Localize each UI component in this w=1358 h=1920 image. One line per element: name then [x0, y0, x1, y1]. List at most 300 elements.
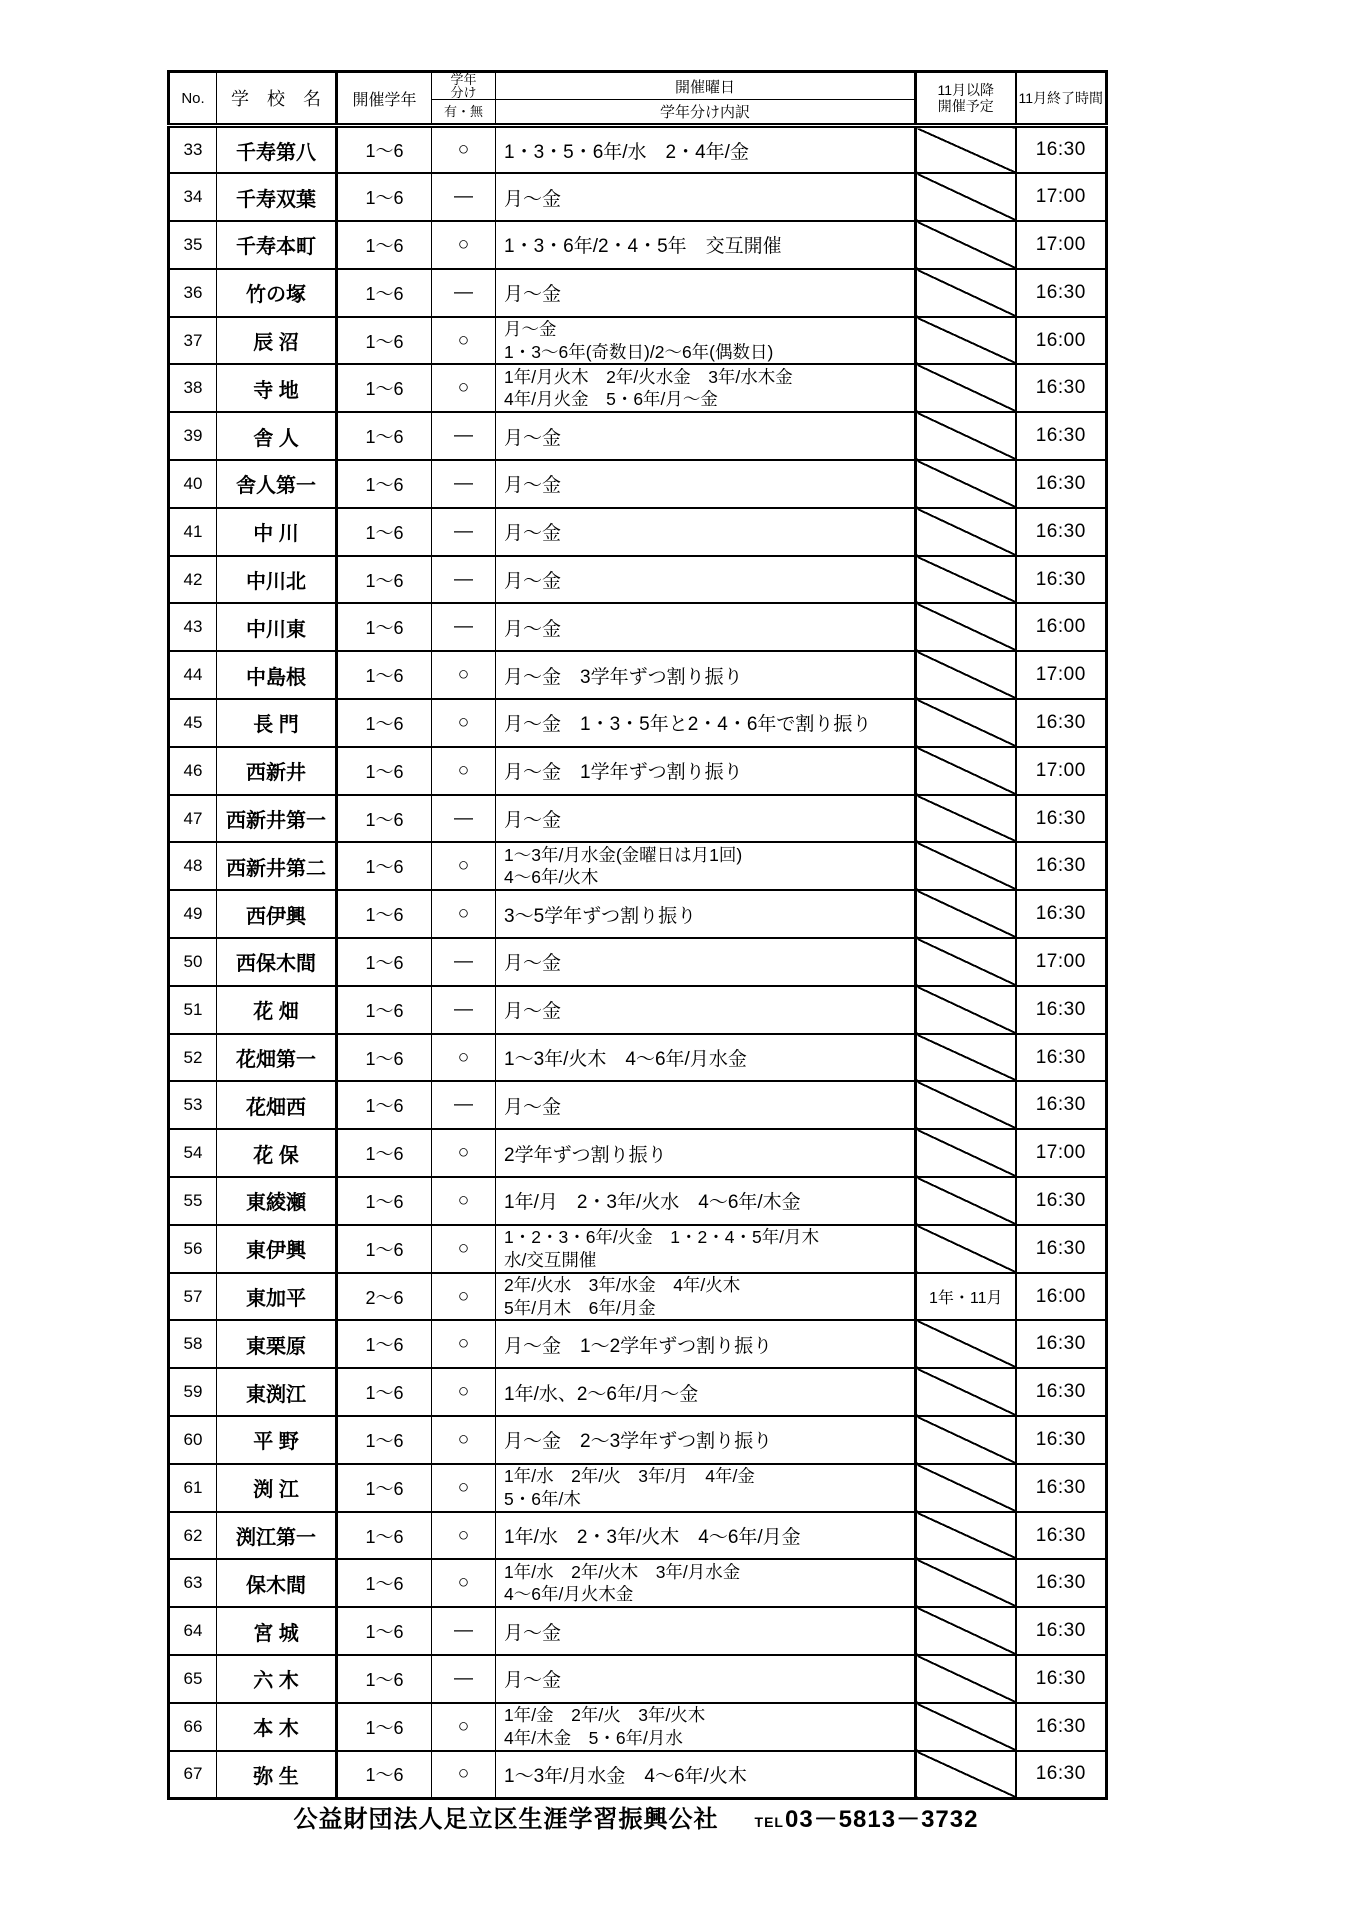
row-end-time: 17:00: [1016, 173, 1107, 221]
table-row: [169, 317, 1107, 365]
row-school-name: 渕江第一: [217, 1512, 337, 1560]
table-row: [169, 795, 1107, 843]
row-end-time: 16:30: [1016, 460, 1107, 508]
table-row: [169, 1273, 1107, 1321]
row-grade-split-flag: ―: [432, 795, 496, 843]
row-end-time: 16:00: [1016, 603, 1107, 651]
schedule-line: 月～金: [504, 953, 562, 975]
row-grades: 1～6: [337, 747, 432, 795]
row-end-time: 16:30: [1016, 795, 1107, 843]
row-grades: 1～6: [337, 1368, 432, 1416]
row-schedule: [496, 460, 916, 508]
row-schedule: [496, 1512, 916, 1560]
row-grade-split-flag: ―: [432, 269, 496, 317]
row-no: 54: [169, 1129, 217, 1177]
row-end-time: 16:30: [1016, 126, 1107, 174]
row-school-name: 宮 城: [217, 1607, 337, 1655]
row-grade-split-flag: ○: [432, 651, 496, 699]
row-grades: 1～6: [337, 173, 432, 221]
row-schedule: [496, 842, 916, 890]
row-school-name: 舎 人: [217, 412, 337, 460]
row-schedule: [496, 1081, 916, 1129]
row-no: 47: [169, 795, 217, 843]
schedule-line: 月～金 2～3学年ずつ割り振り: [504, 1431, 773, 1453]
row-no: 39: [169, 412, 217, 460]
row-school-name: 舎人第一: [217, 460, 337, 508]
row-grades: 1～6: [337, 1225, 432, 1273]
row-grades: 1～6: [337, 1177, 432, 1225]
row-nov-plan: [916, 126, 1016, 174]
row-grade-split-flag: ―: [432, 603, 496, 651]
row-school-name: 寺 地: [217, 364, 337, 412]
row-schedule: [496, 890, 916, 938]
row-nov-plan: [916, 986, 1016, 1034]
table-row: [169, 1368, 1107, 1416]
row-schedule: [496, 747, 916, 795]
row-grade-split-flag: ○: [432, 1225, 496, 1273]
row-grade-split-flag: ―: [432, 1607, 496, 1655]
row-nov-plan: [916, 1320, 1016, 1368]
row-grades: 1～6: [337, 1559, 432, 1607]
row-grades: 1～6: [337, 269, 432, 317]
row-schedule: [496, 269, 916, 317]
schedule-line: 月～金: [504, 1622, 562, 1644]
row-grades: 1～6: [337, 364, 432, 412]
row-end-time: 16:30: [1016, 1320, 1107, 1368]
row-schedule: [496, 1464, 916, 1512]
row-nov-plan: [916, 1368, 1016, 1416]
row-nov-plan: [916, 1416, 1016, 1464]
row-grade-split-flag: ―: [432, 986, 496, 1034]
row-schedule: [496, 1751, 916, 1799]
row-end-time: 16:30: [1016, 1081, 1107, 1129]
row-school-name: 花畑西: [217, 1081, 337, 1129]
row-end-time: 16:00: [1016, 317, 1107, 365]
row-grades: 1～6: [337, 1320, 432, 1368]
header-end-time: 11月終了時間: [1016, 72, 1107, 126]
schedule-line: 月～金: [504, 1001, 562, 1023]
row-end-time: 16:30: [1016, 556, 1107, 604]
row-schedule: [496, 1273, 916, 1321]
row-grade-split-flag: ○: [432, 1416, 496, 1464]
row-no: 44: [169, 651, 217, 699]
schedule-line: 月～金: [504, 810, 562, 832]
schedule-line: 1・3～6年(奇数日)/2～6年(偶数日): [504, 341, 774, 362]
table-row: [169, 1703, 1107, 1751]
table-row: [169, 603, 1107, 651]
header-nov-plan-line1: 11月以降: [937, 81, 995, 98]
row-school-name: 西新井第一: [217, 795, 337, 843]
row-nov-plan: [916, 221, 1016, 269]
schedule-line: 1～3年/火木 4～6年/月水金: [504, 1049, 747, 1071]
row-nov-plan: [916, 1225, 1016, 1273]
row-nov-plan: [916, 842, 1016, 890]
header-school-name: 学 校 名: [217, 72, 337, 126]
row-grades: 1～6: [337, 1129, 432, 1177]
row-schedule: [496, 508, 916, 556]
table-row: [169, 1081, 1107, 1129]
row-end-time: 16:30: [1016, 269, 1107, 317]
row-end-time: 16:30: [1016, 364, 1107, 412]
schedule-line: 月～金 1・3・5年と2・4・6年で割り振り: [504, 714, 872, 736]
table-row: [169, 556, 1107, 604]
schedule-line: 3～5学年ずつ割り振り: [504, 905, 697, 927]
row-schedule: [496, 938, 916, 986]
schedule-line: 1・2・3・6年/火金 1・2・4・5年/月木: [504, 1226, 820, 1247]
row-school-name: 東綾瀬: [217, 1177, 337, 1225]
row-nov-plan: [916, 556, 1016, 604]
schedule-line: 月～金: [504, 523, 562, 545]
footer: [167, 1799, 1105, 1834]
header-days: 開催曜日: [496, 72, 916, 100]
row-school-name: 中 川: [217, 508, 337, 556]
row-schedule: [496, 1655, 916, 1703]
row-school-name: 千寿双葉: [217, 173, 337, 221]
row-grades: 1～6: [337, 1464, 432, 1512]
table-row: [169, 1607, 1107, 1655]
header-grades: 開催学年: [337, 72, 432, 126]
schedule-line: 月～金: [504, 318, 557, 339]
row-schedule: [496, 556, 916, 604]
schedule-line: 月～金: [504, 571, 562, 593]
row-no: 59: [169, 1368, 217, 1416]
row-schedule: [496, 364, 916, 412]
row-end-time: 16:30: [1016, 1751, 1107, 1799]
row-school-name: 平 野: [217, 1416, 337, 1464]
row-end-time: 17:00: [1016, 221, 1107, 269]
row-schedule: [496, 986, 916, 1034]
row-no: 48: [169, 842, 217, 890]
schedule-line: 4～6年/月火木金: [504, 1584, 634, 1605]
row-end-time: 17:00: [1016, 747, 1107, 795]
row-grades: 1～6: [337, 556, 432, 604]
header-nov-plan-line2: 開催予定: [937, 98, 994, 114]
table-row: [169, 938, 1107, 986]
schedule-line: 水/交互開催: [504, 1249, 597, 1270]
row-grades: 1～6: [337, 699, 432, 747]
row-school-name: 本 木: [217, 1703, 337, 1751]
row-schedule: [496, 1703, 916, 1751]
row-nov-plan: [916, 1559, 1016, 1607]
row-grades: 1～6: [337, 603, 432, 651]
table-row: [169, 1320, 1107, 1368]
schedule-line: 月～金: [504, 284, 562, 306]
row-school-name: 弥 生: [217, 1751, 337, 1799]
row-schedule: [496, 699, 916, 747]
row-end-time: 16:00: [1016, 1273, 1107, 1321]
row-nov-plan: [916, 173, 1016, 221]
row-nov-plan: [916, 269, 1016, 317]
row-no: 41: [169, 508, 217, 556]
row-grades: 1～6: [337, 126, 432, 174]
row-end-time: 16:30: [1016, 1416, 1107, 1464]
row-end-time: 17:00: [1016, 651, 1107, 699]
row-grades: 1～6: [337, 412, 432, 460]
row-school-name: 千寿本町: [217, 221, 337, 269]
row-grade-split-flag: ―: [432, 1655, 496, 1703]
row-schedule: [496, 1129, 916, 1177]
row-end-time: 16:30: [1016, 508, 1107, 556]
schedule-line: 5年/月木 6年/月金: [504, 1297, 656, 1318]
table-row: [169, 890, 1107, 938]
row-school-name: 中島根: [217, 651, 337, 699]
schedule-line: 1年/水 2・3年/火木 4～6年/月金: [504, 1527, 801, 1548]
row-schedule: [496, 126, 916, 174]
row-grades: 1～6: [337, 1751, 432, 1799]
row-end-time: 16:30: [1016, 890, 1107, 938]
row-grades: 2～6: [337, 1273, 432, 1321]
row-grade-split-flag: ○: [432, 842, 496, 890]
row-nov-plan: [916, 1129, 1016, 1177]
row-no: 61: [169, 1464, 217, 1512]
row-no: 64: [169, 1607, 217, 1655]
row-no: 36: [169, 269, 217, 317]
row-grades: 1～6: [337, 1081, 432, 1129]
row-school-name: 中川東: [217, 603, 337, 651]
row-grade-split-flag: ○: [432, 1703, 496, 1751]
row-end-time: 16:30: [1016, 1225, 1107, 1273]
schedule-line: 月～金: [504, 1096, 562, 1118]
header-grade-split-line2: 分け: [450, 85, 477, 100]
schedule-line: 1～3年/月水金 4～6年/火木: [504, 1765, 747, 1787]
schedule-line: 1年/月火木 2年/火水金 3年/水木金: [504, 366, 793, 387]
row-no: 52: [169, 1034, 217, 1082]
schedule-line: 2学年ずつ割り振り: [504, 1144, 667, 1166]
table-row: [169, 460, 1107, 508]
row-no: 60: [169, 1416, 217, 1464]
row-nov-plan: [916, 1512, 1016, 1560]
row-grades: 1～6: [337, 508, 432, 556]
row-grade-split-flag: ○: [432, 1368, 496, 1416]
header-no: No.: [169, 72, 217, 126]
schedule-line: 4～6年/火木: [504, 867, 599, 888]
row-grades: 1～6: [337, 890, 432, 938]
table-body: [169, 126, 1107, 1799]
row-end-time: 16:30: [1016, 1177, 1107, 1225]
row-grade-split-flag: ○: [432, 1320, 496, 1368]
row-no: 56: [169, 1225, 217, 1273]
header-grade-split: [432, 72, 496, 100]
row-schedule: [496, 1368, 916, 1416]
row-end-time: 16:30: [1016, 1559, 1107, 1607]
row-grades: 1～6: [337, 1512, 432, 1560]
row-grade-split-flag: ―: [432, 412, 496, 460]
row-nov-plan: [916, 412, 1016, 460]
schedule-line: 4年/月火金 5・6年/月～金: [504, 389, 718, 410]
row-grades: 1～6: [337, 1416, 432, 1464]
row-grades: 1～6: [337, 1607, 432, 1655]
table-row: [169, 842, 1107, 890]
row-grade-split-flag: ―: [432, 460, 496, 508]
row-no: 58: [169, 1320, 217, 1368]
row-grade-split-flag: ○: [432, 221, 496, 269]
row-nov-plan: [916, 1751, 1016, 1799]
row-grades: 1～6: [337, 221, 432, 269]
row-nov-plan: [916, 1034, 1016, 1082]
header-nov-plan: [916, 72, 1016, 126]
schedule-line: 月～金 1学年ずつ割り振り: [504, 762, 743, 784]
row-grades: 1～6: [337, 317, 432, 365]
row-grade-split-flag: ―: [432, 508, 496, 556]
row-schedule: [496, 1416, 916, 1464]
row-grade-split-flag: ○: [432, 1559, 496, 1607]
row-no: 57: [169, 1273, 217, 1321]
row-nov-plan: [916, 603, 1016, 651]
footer-tel-number: 03－5813－3732: [784, 1806, 979, 1833]
row-school-name: 東加平: [217, 1273, 337, 1321]
row-schedule: [496, 1320, 916, 1368]
row-school-name: 東栗原: [217, 1320, 337, 1368]
table-row: [169, 126, 1107, 174]
row-grade-split-flag: ○: [432, 317, 496, 365]
row-grades: 1～6: [337, 1703, 432, 1751]
nov-plan-text: 1年・11月: [928, 1290, 1003, 1308]
schedule-line: 月～金: [504, 188, 562, 210]
row-end-time: 16:30: [1016, 986, 1107, 1034]
schedule-line: 月～金: [504, 427, 562, 449]
schedule-line: 1年/月 2・3年/火水 4～6年/木金: [504, 1192, 801, 1214]
row-school-name: 長 門: [217, 699, 337, 747]
row-end-time: 16:30: [1016, 1464, 1107, 1512]
row-nov-plan: [916, 795, 1016, 843]
row-no: 34: [169, 173, 217, 221]
row-grade-split-flag: ○: [432, 890, 496, 938]
row-grade-split-flag: ○: [432, 699, 496, 747]
row-school-name: 花畑第一: [217, 1034, 337, 1082]
row-nov-plan: [916, 938, 1016, 986]
header-split-detail: 学年分け内訳: [496, 100, 916, 126]
row-school-name: 西伊興: [217, 890, 337, 938]
row-grade-split-flag: ○: [432, 1177, 496, 1225]
schedule-table: [167, 70, 1108, 1800]
row-no: 62: [169, 1512, 217, 1560]
row-school-name: 東伊興: [217, 1225, 337, 1273]
row-schedule: [496, 1034, 916, 1082]
row-end-time: 16:30: [1016, 842, 1107, 890]
row-no: 46: [169, 747, 217, 795]
table-row: [169, 1512, 1107, 1560]
schedule-line: 月～金: [504, 618, 562, 640]
row-end-time: 16:30: [1016, 1034, 1107, 1082]
row-grades: 1～6: [337, 938, 432, 986]
row-nov-plan: [916, 364, 1016, 412]
row-no: 45: [169, 699, 217, 747]
table-row: [169, 651, 1107, 699]
row-grade-split-flag: ○: [432, 1464, 496, 1512]
row-grades: 1～6: [337, 1655, 432, 1703]
row-nov-plan: [916, 747, 1016, 795]
row-end-time: 16:30: [1016, 412, 1107, 460]
row-schedule: [496, 1607, 916, 1655]
row-schedule: [496, 1559, 916, 1607]
row-nov-plan: [916, 1081, 1016, 1129]
row-no: 65: [169, 1655, 217, 1703]
schedule-line: 1年/金 2年/火 3年/火木: [504, 1704, 706, 1725]
row-end-time: 16:30: [1016, 1512, 1107, 1560]
row-end-time: 17:00: [1016, 1129, 1107, 1177]
row-school-name: 西新井: [217, 747, 337, 795]
schedule-line: 1・3・5・6年/水 2・4年/金: [504, 141, 749, 163]
schedule-line: 1～3年/月水金(金曜日は月1回): [504, 844, 743, 865]
row-end-time: 16:30: [1016, 699, 1107, 747]
row-nov-plan: [916, 508, 1016, 556]
row-no: 37: [169, 317, 217, 365]
row-grade-split-flag: ○: [432, 1751, 496, 1799]
row-no: 55: [169, 1177, 217, 1225]
schedule-line: 1・3・6年/2・4・5年 交互開催: [504, 236, 782, 258]
row-nov-plan: [916, 1655, 1016, 1703]
row-grade-split-flag: ○: [432, 747, 496, 795]
header-grade-split-line1: 学年: [450, 72, 477, 87]
table-row: [169, 1416, 1107, 1464]
row-grades: 1～6: [337, 842, 432, 890]
table-row: [169, 1129, 1107, 1177]
table-row: [169, 269, 1107, 317]
schedule-line: 月～金: [504, 475, 562, 497]
row-schedule: [496, 651, 916, 699]
row-no: 40: [169, 460, 217, 508]
row-no: 43: [169, 603, 217, 651]
row-end-time: 16:30: [1016, 1368, 1107, 1416]
row-grade-split-flag: ―: [432, 1081, 496, 1129]
row-school-name: 中川北: [217, 556, 337, 604]
row-grades: 1～6: [337, 795, 432, 843]
table-row: [169, 1559, 1107, 1607]
footer-organization: 公益財団法人足立区生涯学習振興公社: [293, 1806, 719, 1833]
table-row: [169, 1655, 1107, 1703]
row-end-time: 17:00: [1016, 938, 1107, 986]
row-schedule: [496, 173, 916, 221]
row-nov-plan: [916, 651, 1016, 699]
row-grades: 1～6: [337, 651, 432, 699]
row-nov-plan: [916, 1464, 1016, 1512]
row-no: 67: [169, 1751, 217, 1799]
table-row: [169, 699, 1107, 747]
row-schedule: [496, 1177, 916, 1225]
row-no: 51: [169, 986, 217, 1034]
table-row: [169, 1464, 1107, 1512]
row-school-name: 千寿第八: [217, 126, 337, 174]
table-row: [169, 747, 1107, 795]
row-grade-split-flag: ○: [432, 126, 496, 174]
table-row: [169, 508, 1107, 556]
row-no: 49: [169, 890, 217, 938]
row-grades: 1～6: [337, 986, 432, 1034]
row-grades: 1～6: [337, 460, 432, 508]
row-schedule: [496, 412, 916, 460]
table-row: [169, 221, 1107, 269]
row-nov-plan: [916, 460, 1016, 508]
footer-tel-label: TEL: [754, 1814, 784, 1830]
row-nov-plan: [916, 1607, 1016, 1655]
row-schedule: [496, 317, 916, 365]
row-no: 38: [169, 364, 217, 412]
table-row: [169, 412, 1107, 460]
row-nov-plan: [916, 699, 1016, 747]
table-header: [169, 72, 1107, 126]
table-row: [169, 1225, 1107, 1273]
row-schedule: [496, 603, 916, 651]
row-no: 66: [169, 1703, 217, 1751]
row-school-name: 竹の塚: [217, 269, 337, 317]
schedule-line: 2年/火水 3年/水金 4年/火木: [504, 1274, 741, 1295]
row-grade-split-flag: ―: [432, 938, 496, 986]
row-school-name: 花 畑: [217, 986, 337, 1034]
row-school-name: 辰 沼: [217, 317, 337, 365]
row-no: 53: [169, 1081, 217, 1129]
row-end-time: 16:30: [1016, 1655, 1107, 1703]
schedule-line: 月～金 3学年ずつ割り振り: [504, 666, 743, 688]
